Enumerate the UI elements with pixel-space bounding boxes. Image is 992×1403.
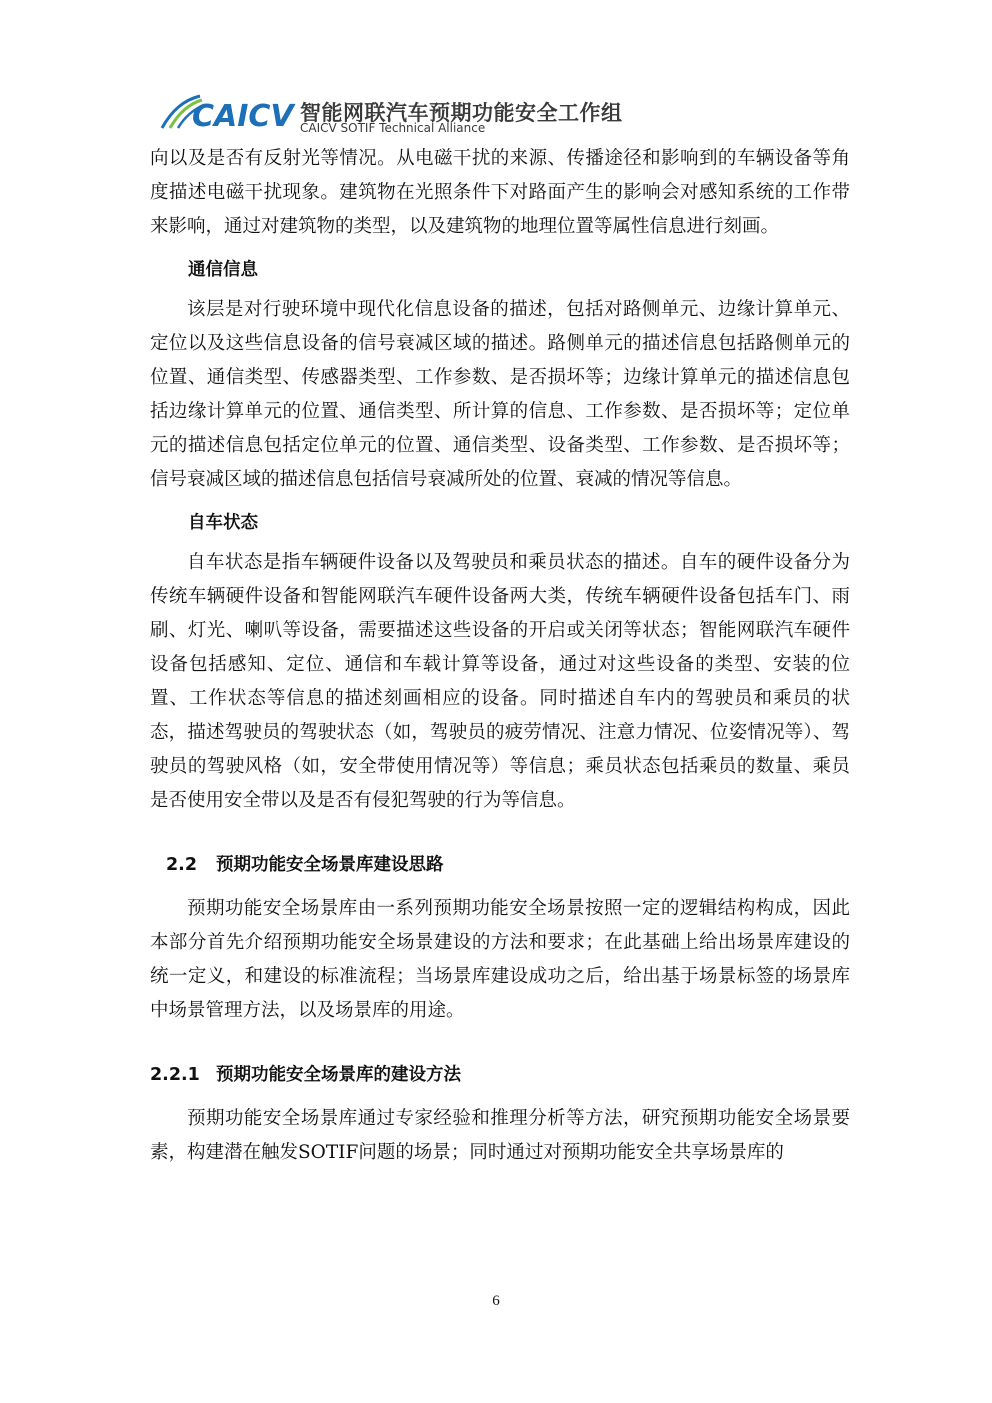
paragraph-2-2: 预期功能安全场景库由一系列预期功能安全场景按照一定的逻辑结构构成，因此本部分首先介绍预期功能安全场景建设的方法和要求；在此基础上给出场景库建设的统一定义，和建设的标准流程；当场景库建设成功之后，给出基于场景标签的场景库中场景管理方法，以及场景库的用途。 (150, 898, 850, 1021)
heading-communication-info: 通信信息 (188, 260, 258, 280)
section-heading-2-2 (150, 848, 850, 882)
paragraph-ego-state: 自车状态是指车辆硬件设备以及驾驶员和乘员状态的描述。自车的硬件设备分为传统车辆硬件设备和智能网联汽车硬件设备两大类，传统车辆硬件设备包括车门、雨刷、灯光、喇叭等设备，需要描述这些设备的开启或关闭等状态；智能网联汽车硬件设备包括感知、定位、通信和车载计算等设备，通过对这些设备的类型、安装的位置、工作状态等信息的描述刻画相应的设备。同时描述自车内的驾驶员和乘员的状态，描述驾驶员的驾驶状态（如，驾驶员的疲劳情况、注意力情况、位姿情况等）、驾驶员的驾驶风格（如，安全带使用情况等）等信息；乘员状态包括乘员的数量、乘员是否使用安全带以及是否有侵犯驾驶的行为等信息。 (150, 552, 850, 811)
logo-text: CAICV (192, 99, 294, 132)
caicv-logo-icon (158, 88, 308, 132)
header-title-en: CAICV SOTIF Technical Alliance (300, 121, 486, 135)
document-body (150, 142, 850, 1170)
section-heading-2-2-1 (150, 1058, 850, 1092)
paragraph-communication-info: 该层是对行驶环境中现代化信息设备的描述，包括对路侧单元、边缘计算单元、定位以及这些信息设备的信号衰减区域的描述。路侧单元的描述信息包括路侧单元的位置、通信类型、传感器类型、工作参数、是否损坏等；边缘计算单元的描述信息包括边缘计算单元的位置、通信类型、所计算的信息、工作参数、是否损坏等；定位单元的描述信息包括定位单元的位置、通信类型、设备类型、工作参数、是否损坏等；信号衰减区域的描述信息包括信号衰减所处的位置、衰减的情况等信息。 (150, 299, 850, 490)
page-number: 6 (492, 1293, 500, 1309)
section-number: 2.2.1 (150, 1065, 200, 1085)
heading-ego-state: 自车状态 (188, 513, 258, 533)
section-number: 2.2 (166, 855, 198, 875)
header-title-cn: 智能网联汽车预期功能安全工作组 (300, 101, 623, 125)
section-title: 预期功能安全场景库建设思路 (216, 855, 444, 875)
paragraph-continuation: 向以及是否有反射光等情况。从电磁干扰的来源、传播途径和影响到的车辆设备等角度描述电磁干扰现象。建筑物在光照条件下对路面产生的影响会对感知系统的工作带来影响，通过对建筑物的类型，以及建筑物的地理位置等属性信息进行刻画。 (150, 148, 850, 237)
section-title: 预期功能安全场景库的建设方法 (216, 1065, 461, 1085)
paragraph-2-2-1: 预期功能安全场景库通过专家经验和推理分析等方法，研究预期功能安全场景要素，构建潜在触发SOTIF问题的场景；同时通过对预期功能安全共享场景库的 (150, 1108, 850, 1163)
